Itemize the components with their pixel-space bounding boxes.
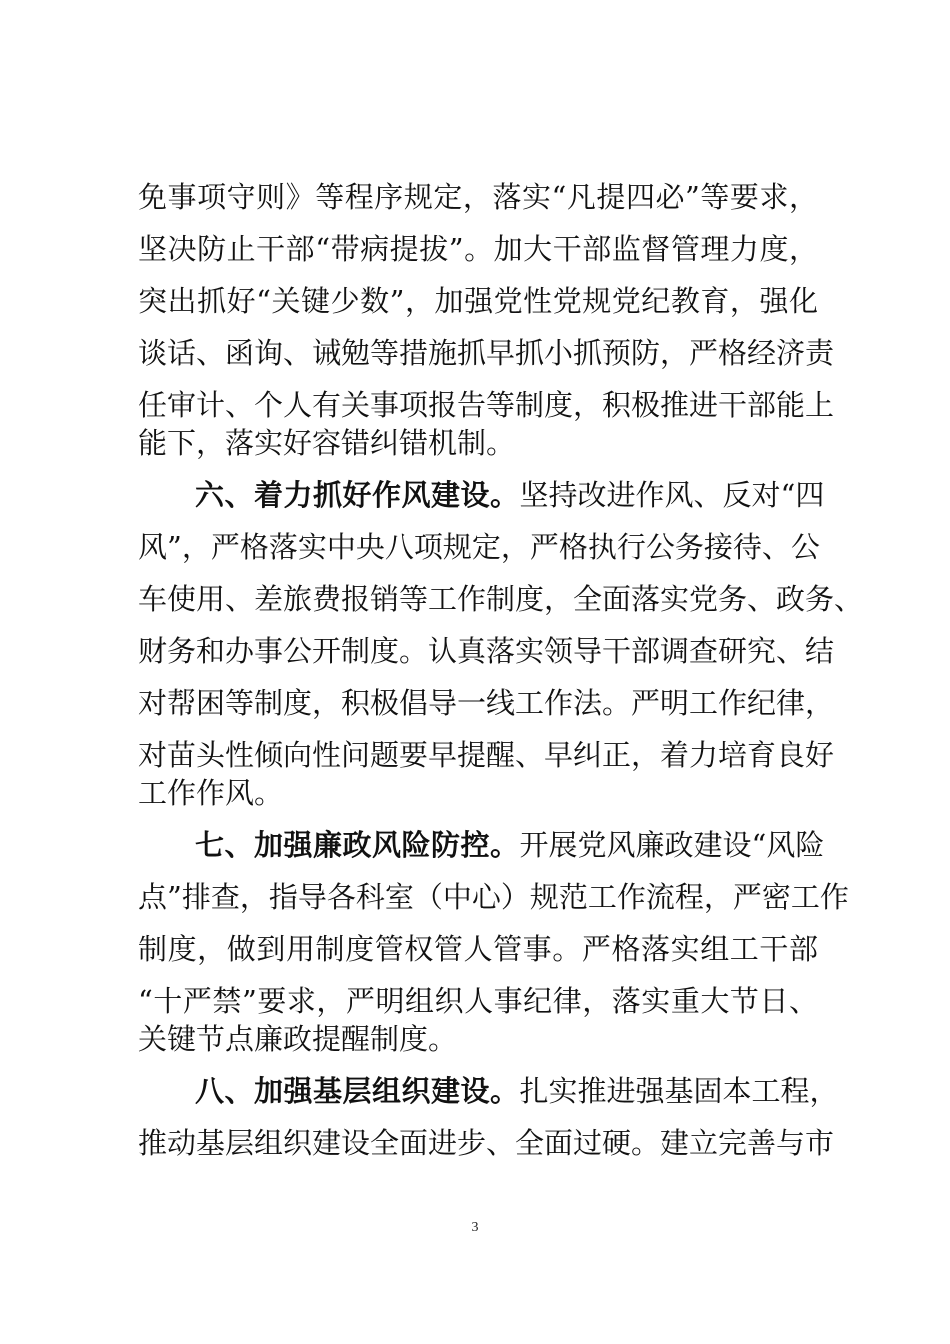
paragraph-line: 工作作风。	[138, 776, 284, 810]
paragraph-line: 推动基层组织建设全面进步、全面过硬。建立完善与市	[138, 1126, 835, 1160]
section-first-line-text: 开展党风廉政建设“风险	[519, 828, 825, 862]
section-heading: 八、加强基层组织建设。	[195, 1074, 520, 1108]
paragraph-line: 能下，落实好容错纠错机制。	[138, 426, 516, 460]
paragraph-line: 车使用、差旅费报销等工作制度，全面落实党务、政务、	[138, 582, 864, 616]
paragraph-line: 点”排查，指导各科室（中心）规范工作流程，严密工作	[138, 880, 849, 914]
paragraph-line: 免事项守则》等程序规定，落实“凡提四必”等要求，	[138, 180, 818, 214]
section-first-line	[195, 825, 825, 865]
page-number: 3	[471, 1220, 479, 1235]
paragraph-line: 坚决防止干部“带病提拔”。加大干部监督管理力度，	[138, 232, 818, 266]
section-heading: 七、加强廉政风险防控。	[195, 828, 520, 862]
section-first-line	[195, 475, 825, 515]
paragraph-line: 风”，严格落实中央八项规定，严格执行公务接待、公	[138, 530, 820, 564]
paragraph-line: “十严禁”要求，严明组织人事纪律，落实重大节日、	[138, 984, 818, 1018]
section-heading: 六、着力抓好作风建设。	[195, 478, 520, 512]
paragraph-line: 任审计、个人有关事项报告等制度，积极推进干部能上	[138, 388, 835, 422]
section-first-line-text: 坚持改进作风、反对“四	[519, 478, 825, 512]
paragraph-line: 对帮困等制度，积极倡导一线工作法。严明工作纪律，	[138, 686, 835, 720]
paragraph-line: 突出抓好“关键少数”，加强党性党规党纪教育，强化	[138, 284, 818, 318]
paragraph-line: 财务和办事公开制度。认真落实领导干部调查研究、结	[138, 634, 835, 668]
section-first-line-text: 扎实推进强基固本工程，	[519, 1074, 839, 1108]
paragraph-line: 谈话、函询、诫勉等措施抓早抓小抓预防，严格经济责	[138, 336, 835, 370]
paragraph-line: 制度，做到用制度管权管人管事。严格落实组工干部	[138, 932, 818, 966]
section-first-line	[195, 1071, 839, 1111]
paragraph-line: 对苗头性倾向性问题要早提醒、早纠正，着力培育良好	[138, 738, 835, 772]
paragraph-line: 关键节点廉政提醒制度。	[138, 1022, 458, 1056]
